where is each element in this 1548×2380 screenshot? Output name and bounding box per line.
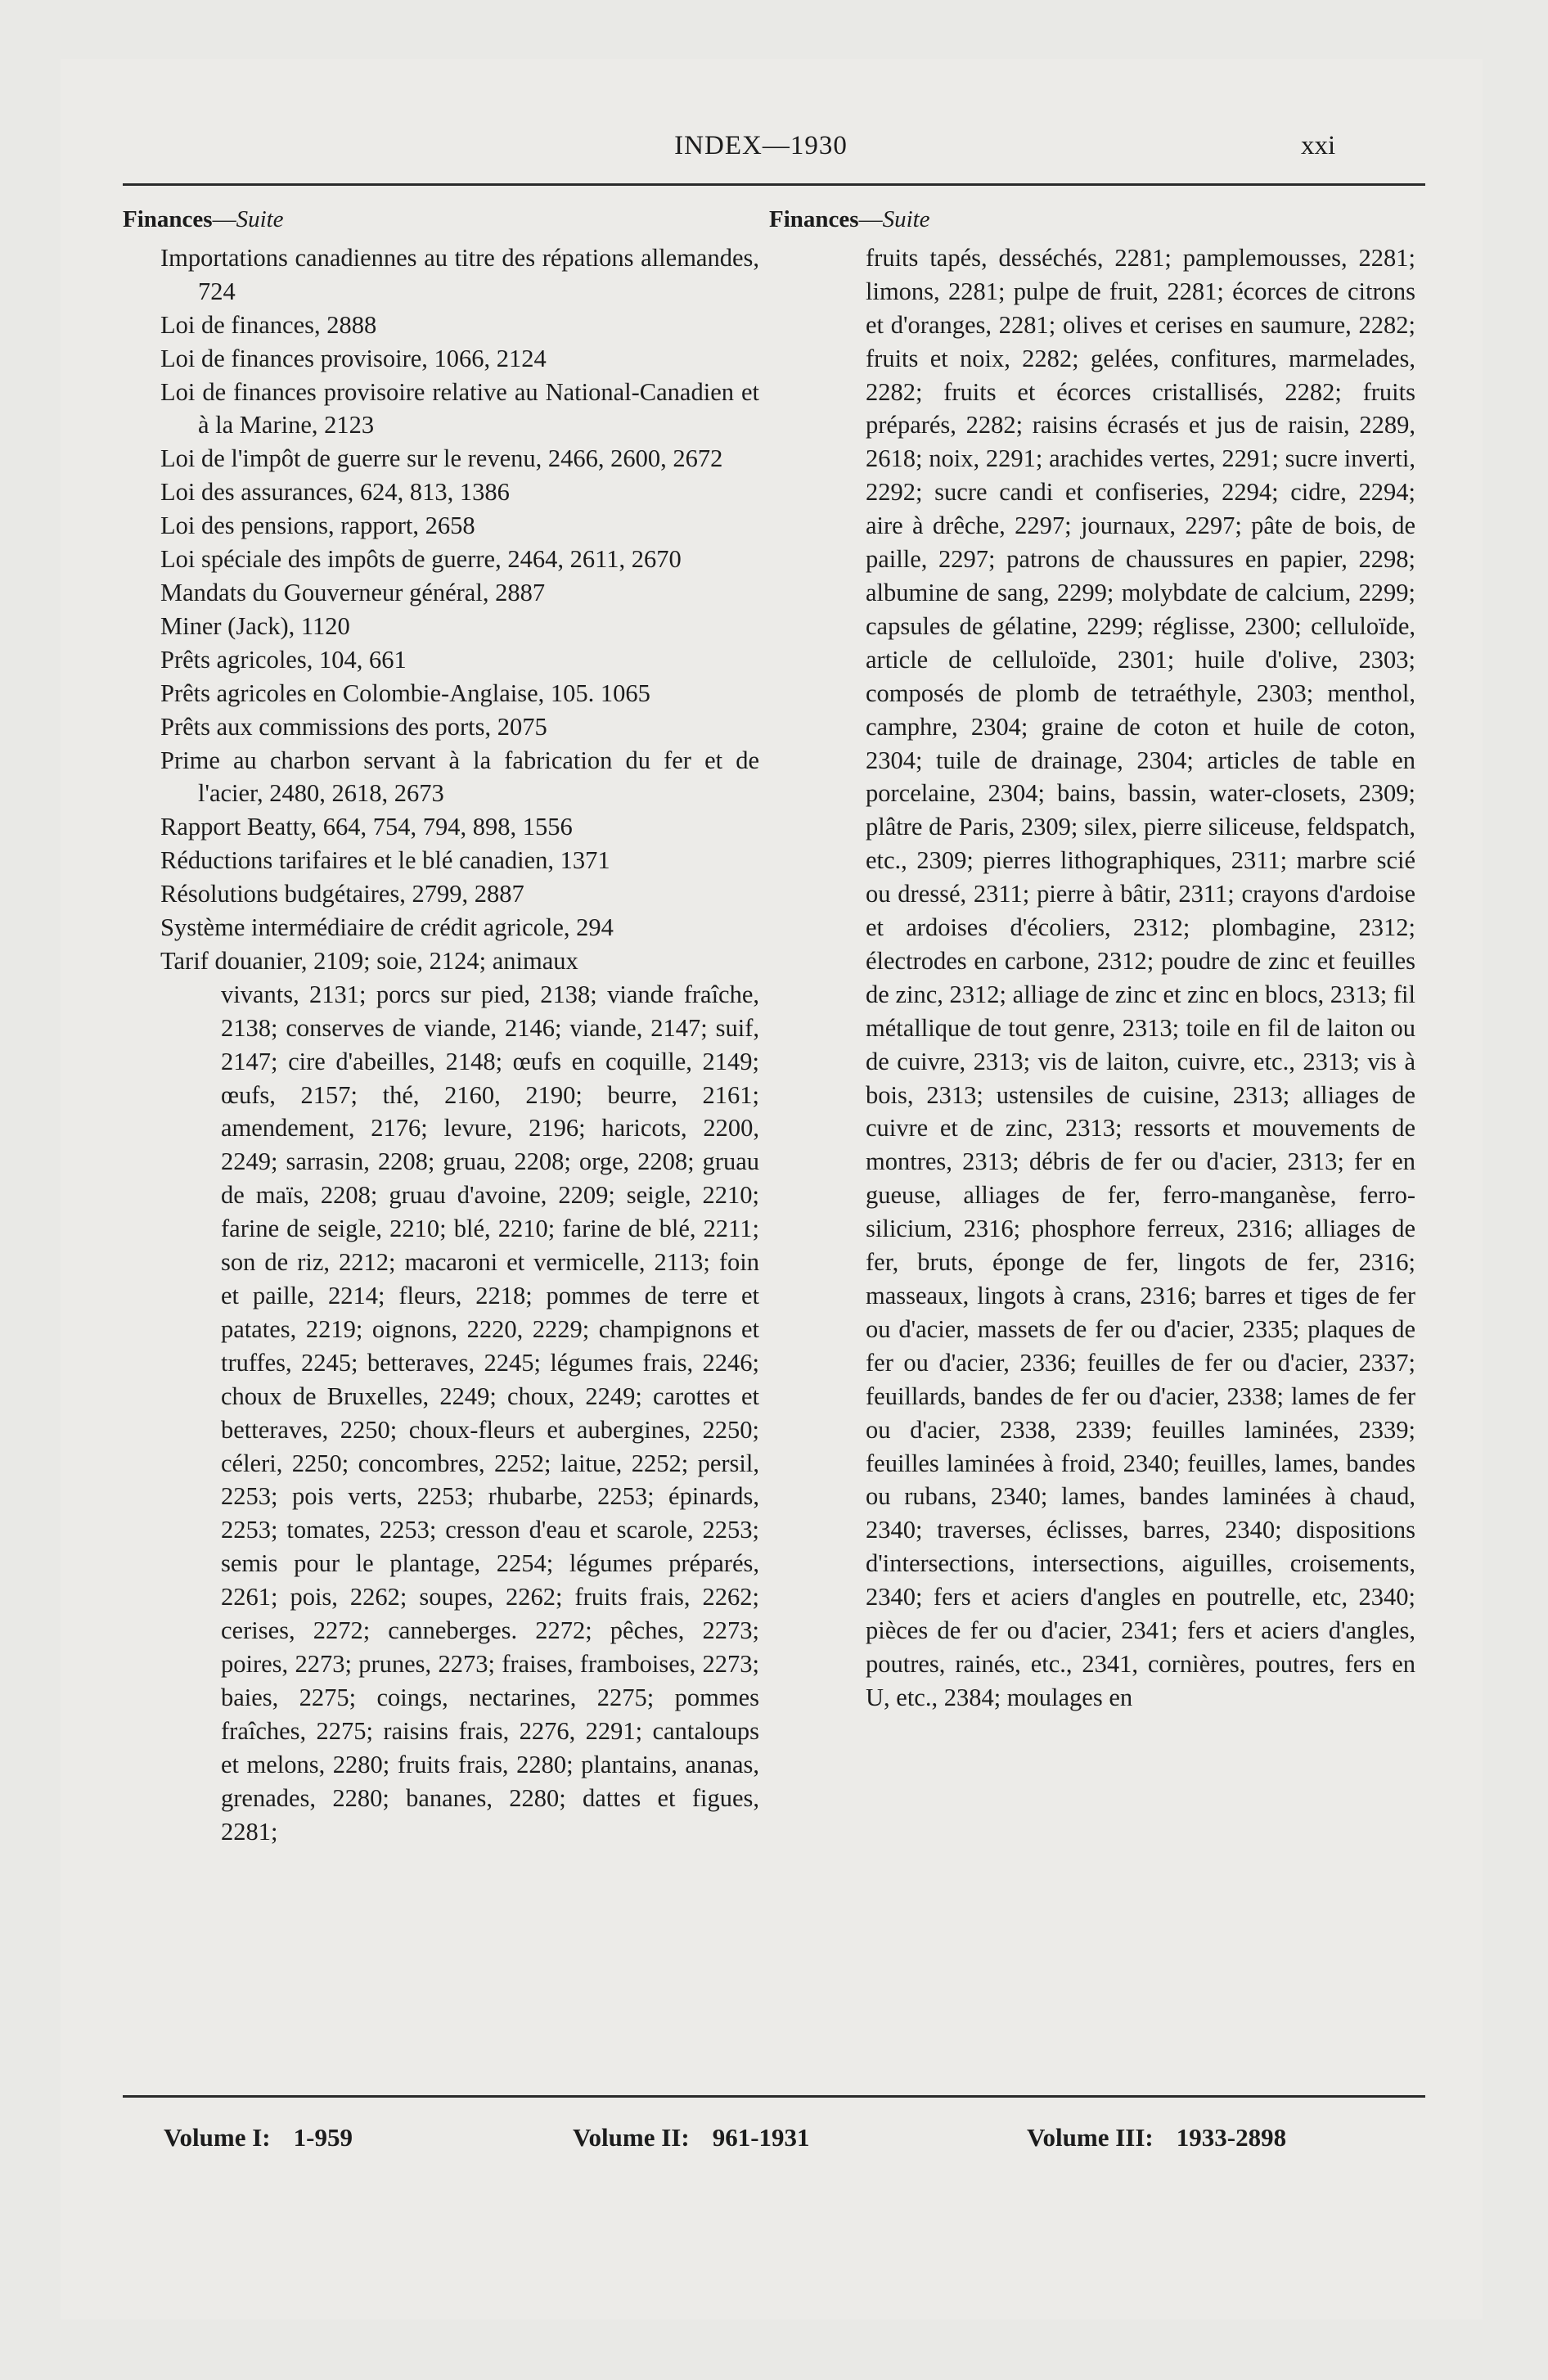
index-entry: Loi spéciale des impôts de guerre, 2464, 2611, 2670 — [160, 545, 682, 574]
index-entry: Prêts aux commissions des ports, 2075 — [160, 712, 547, 741]
index-entry: Loi de finances, 2888 — [160, 310, 377, 339]
tarif-entry-continuation: vivants, 2131; porcs sur pied, 2138; viande fraîche, 2138; conserves de viande, 2146; viande, 2147; suif, 2147; cire d'abeilles, 2148; œufs en coquille, 2149; œufs, 2157; thé, 2160, 2190; beurre, 2161; amendement, 2176; levure, 2196; haricots, 2200, 2249; sarrasin, 2208; gruau, 2208; orge, 2208; gruau de maïs, 2208; gruau d'avoine, 2209; seigle, 2210; farine de seigle, 2210; blé, 2210; farine de blé, 2211; son de riz, 2212; macaroni et vermicelle, 2113; foin et paille, 2214; fleurs, 2218; pommes de terre et patates, 2219; oignons, 2220, 2229; champignons et truffes, 2245; betteraves, 2245; légumes frais, 2246; choux de Bruxelles, 2249; choux, 2249; carottes et betteraves, 2250; choux-fleurs et aubergines, 2250; céleri, 2250; concombres, 2252; laitue, 2252; persil, 2253; pois verts, 2253; rhubarbe, 2253; épinards, 2253; tomates, 2253; cresson d'eau et scarole, 2253; semis pour le plantage, 2254; légumes préparés, 2261; pois, 2262; soupes, 2262; fruits frais, 2262; cerises, 2272; canneberges. 2272; pêches, 2273; poires, 2273; prunes, 2273; fraises, framboises, 2273; baies, 2275; coings, nectarines, 2275; pommes fraîches, 2275; raisins frais, 2276, 2291; cantaloups et melons, 2280; fruits frais, 2280; plantains, ananas, grenades, 2280; bananes, 2280; dattes et figues, 2281; — [221, 980, 759, 1846]
running-title: INDEX—1930 — [674, 131, 848, 160]
right-column — [769, 203, 1415, 1715]
index-entry: Importations canadiennes au titre des répations allemandes, 724 — [160, 243, 759, 305]
index-entry: Prime au charbon servant à la fabrication du fer et de l'acier, 2480, 2618, 2673 — [160, 746, 759, 808]
index-entry: Loi de finances provisoire, 1066, 2124 — [160, 344, 547, 372]
heading-term: Finances — [769, 206, 859, 232]
column-heading — [123, 203, 759, 237]
index-entry: Réductions tarifaires et le blé canadien, 1371 — [160, 846, 610, 875]
index-entry: Prêts agricoles en Colombie-Anglaise, 105. 1065 — [160, 678, 650, 707]
volume-range: 1-959 — [293, 2123, 353, 2152]
heading-term: Finances — [123, 206, 213, 232]
heading-dash: — — [212, 206, 236, 232]
index-entry: Loi des assurances, 624, 813, 1386 — [160, 478, 510, 507]
index-entry: Loi de finances provisoire relative au National-Canadien et à la Marine, 2123 — [160, 377, 759, 439]
volume-label: Volume II: — [573, 2123, 690, 2152]
index-entry: Loi des pensions, rapport, 2658 — [160, 512, 475, 540]
heading-suite: Suite — [236, 206, 284, 232]
volume-label: Volume I: — [164, 2123, 271, 2152]
index-entry: Miner (Jack), 1120 — [160, 611, 350, 640]
footer-rule — [123, 2095, 1425, 2098]
volume-range: 961-1931 — [712, 2123, 810, 2152]
left-column — [123, 203, 759, 1848]
index-entry: Prêts agricoles, 104, 661 — [160, 645, 407, 674]
page-number: xxi — [1301, 131, 1336, 160]
index-entry: Loi de l'impôt de guerre sur le revenu, 2466, 2600, 2672 — [160, 444, 723, 473]
page-header — [0, 131, 1548, 180]
heading-suite: Suite — [882, 206, 930, 232]
header-rule — [123, 183, 1425, 186]
index-entry: Mandats du Gouverneur général, 2887 — [160, 578, 546, 606]
volume-3 — [1027, 2123, 1286, 2152]
volume-1 — [164, 2123, 353, 2152]
tarif-entry-lead: Tarif douanier, 2109; soie, 2124; animaux — [160, 946, 578, 975]
volume-label: Volume III: — [1027, 2123, 1154, 2152]
volume-footer — [0, 2123, 1548, 2164]
continued-entry-text: fruits tapés, desséchés, 2281; pamplemousses, 2281; limons, 2281; pulpe de fruit, 2281; écorces de citrons et d'oranges, 2281; olives et cerises en saumure, 2282; fruits et noix, 2282; gelées, confitures, marmelades, 2282; fruits et écorces cristallisés, 2282; fruits préparés, 2282; raisins écrasés et jus de raisin, 2289, 2618; noix, 2291; arachides vertes, 2291; sucre inverti, 2292; sucre candi et confiseries, 2294; cidre, 2294; aire à drêche, 2297; journaux, 2297; pâte de bois, de paille, 2297; patrons de chaussures en papier, 2298; albumine de sang, 2299; molybdate de calcium, 2299; capsules de gélatine, 2299; réglisse, 2300; celluloïde, article de celluloïde, 2301; huile d'olive, 2303; composés de plomb de tetraéthyle, 2303; menthol, camphre, 2304; graine de coton et huile de coton, 2304; tuile de drainage, 2304; articles de table en porcelaine, 2304; bains, bassin, water-closets, 2309; plâtre de Paris, 2309; silex, pierre siliceuse, feldspatch, etc., 2309; pierres lithographiques, 2311; marbre scié ou dressé, 2311; pierre à bâtir, 2311; crayons d'ardoise et ardoises d'écoliers, 2312; plombagine, 2312; électrodes en carbone, 2312; poudre de zinc et feuilles de zinc, 2312; alliage de zinc et zinc en blocs, 2313; fil métallique de tout genre, 2313; toile en fil de laiton ou de cuivre, 2313; vis de laiton, cuivre, etc., 2313; vis à bois, 2313; ustensiles de cuisine, 2313; alliages de cuivre et de zinc, 2313; ressorts et mouvements de montres, 2313; débris de fer ou d'acier, 2313; fer en gueuse, alliages de fer, ferro-manganèse, ferro-silicium, 2316; phosphore ferreux, 2316; alliages de fer, bruts, éponge de fer, lingots de fer, 2316; masseaux, lingots à crans, 2316; barres et tiges de fer ou d'acier, massets de fer ou d'acier, 2335; plaques de fer ou d'acier, 2336; feuilles de fer ou d'acier, 2337; feuillards, bandes de fer ou d'acier, 2338; lames de fer ou d'acier, 2338, 2339; feuilles laminées, 2339; feuilles laminées à froid, 2340; feuilles, lames, bandes ou rubans, 2340; lames, bandes laminées à chaud, 2340; traverses, éclisses, barres, 2340; dispositions d'intersections, intersections, aiguilles, croisements, 2340; fers et aciers d'angles en poutrelle, etc, 2340; pièces de fer ou d'acier, 2341; fers et aciers d'angles, poutres, rainés, etc., 2341, cornières, poutres, fers en U, etc., 2384; moulages en — [866, 243, 1415, 1711]
column-heading — [769, 203, 1415, 237]
heading-dash: — — [858, 206, 883, 232]
index-entry: Rapport Beatty, 664, 754, 794, 898, 1556 — [160, 813, 573, 841]
index-entry: Système intermédiaire de crédit agricole, 294 — [160, 913, 614, 942]
index-entry: Résolutions budgétaires, 2799, 2887 — [160, 880, 524, 908]
volume-range: 1933-2898 — [1176, 2123, 1287, 2152]
volume-2 — [573, 2123, 810, 2152]
